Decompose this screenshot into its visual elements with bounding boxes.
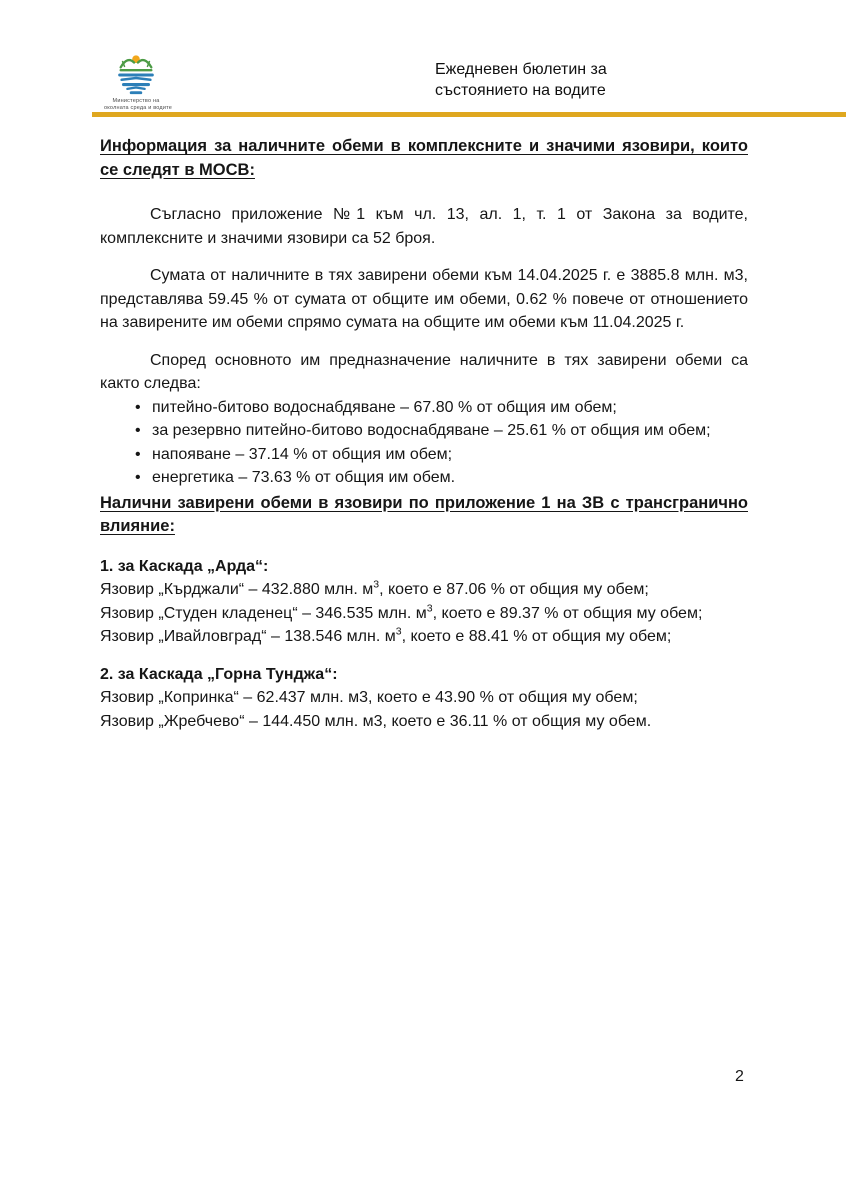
paragraph-purpose-intro: Според основното им предназначение наличните в тях завирени обеми са както следва: [100, 351, 748, 392]
ministry-logo [104, 52, 173, 112]
reservoir-line-ivaylovgrad: Язовир „Ивайловград“ – 138.546 млн. $м^3$, което е 88.41 % от общия му обем; [100, 625, 672, 645]
reservoir-line-studen-kladenets: Язовир „Студен кладенец“ – 346.535 млн. $м^3$, което е 89.37 % от общия му обем; [100, 602, 703, 622]
section-heading-reservoirs-mosv: Информация за наличните обеми в комплексните и значими язовири, които се следят в МОСВ: [100, 137, 748, 179]
paragraph-total-volumes: Сумата от наличните в тях завирени обеми към 14.04.2025 г. е 3885.8 млн. м3, представлява 59.45 % от сумата от общите им обеми, 0.62 % повече от отношението на завирените им обеми спрямо сумата на общите им обеми към 11.04.2025 г. [100, 267, 748, 331]
cascade-arda-section [100, 555, 748, 649]
ministry-logo-caption [104, 98, 173, 112]
reservoir-line-zhrebchevo: Язовир „Жребчево“ – 144.450 млн. м3, което е 36.11 % от общия му обем. [100, 712, 652, 730]
logo-caption-line1: Министерство на [112, 98, 160, 104]
document-body [100, 135, 748, 747]
superscript-3: 3 [426, 602, 433, 615]
reservoir-line-koprinka: Язовир „Копринка“ – 62.437 млн. м3, което е 43.90 % от общия му обем; [100, 689, 638, 706]
superscript-3: 3 [395, 625, 402, 638]
cascade-arda-title: 1. за Каскада „Арда“: [100, 557, 269, 575]
bulletin-title [435, 60, 607, 101]
cascade-gorna-tundzha-section [100, 663, 748, 734]
bulletin-title-line1: Ежедневен бюлетин за [435, 61, 607, 78]
cascade-gorna-tundzha-title: 2. за Каскада „Горна Тунджа“: [100, 665, 338, 683]
bulletin-title-line2: състоянието на водите [435, 81, 606, 99]
reservoir-line-kardzhali: Язовир „Кърджали“ – 432.880 млн. $м^3$, което е 87.06 % от общия му обем; [100, 578, 649, 598]
ministry-logo-icon [113, 52, 159, 98]
section-heading-transboundary: Налични завирени обеми в язовири по приложение 1 на ЗВ с трансгранично влияние: [100, 493, 748, 535]
logo-caption-line2: околната среда и водите [104, 105, 173, 111]
list-item: • за резервно питейно-битово водоснабдяване – 25.61 % от общия им обем; [135, 419, 748, 443]
purpose-bullet-list [100, 396, 748, 490]
list-item: • питейно-битово водоснабдяване – 67.80 % от общия им обем; [135, 396, 748, 420]
list-item: • енергетика – 73.63 % от общия им обем. [135, 466, 748, 490]
header-divider [92, 112, 846, 117]
superscript-3: 3 [373, 578, 380, 591]
page-number: 2 [735, 1068, 744, 1085]
paragraph-law-reference: Съгласно приложение №1 към чл. 13, ал. 1, т. 1 от Закона за водите, комплексните и значими язовири са 52 броя. [100, 206, 748, 247]
list-item: • напояване – 37.14 % от общия им обем; [135, 443, 748, 467]
